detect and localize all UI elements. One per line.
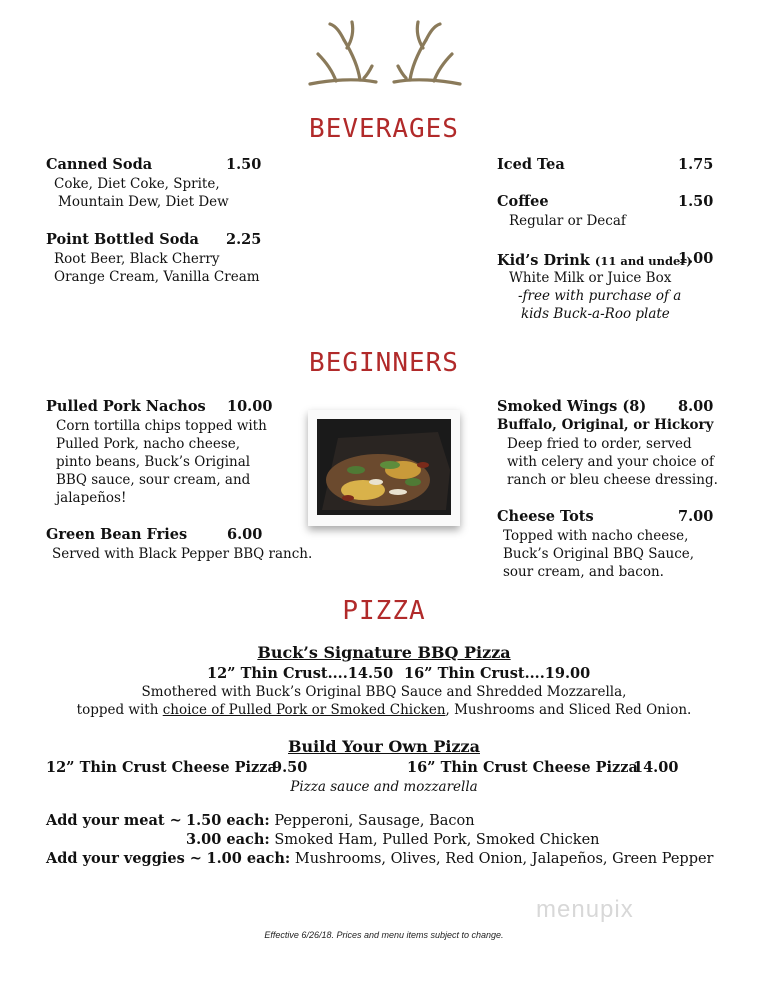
- build-sauce-note: Pizza sauce and mozzarella: [290, 779, 478, 795]
- meat-1-items: Pepperoni, Sausage, Bacon: [274, 813, 475, 829]
- canned-soda-price: 1.50: [226, 156, 262, 173]
- tots-desc-1: Topped with nacho cheese,: [503, 528, 689, 544]
- iced-tea-name: Iced Tea: [497, 156, 565, 173]
- build-16-label: 16” Thin Crust Cheese Pizza: [407, 759, 638, 776]
- nachos-desc-5: jalapeños!: [56, 490, 127, 506]
- kids-drink-name: Kid’s Drink: [497, 252, 590, 269]
- iced-tea-price: 1.75: [678, 156, 714, 173]
- add-veggies-label: Add your veggies ~: [46, 850, 202, 867]
- wings-name: Smoked Wings (8): [497, 398, 647, 415]
- tots-desc-3: sour cream, and bacon.: [503, 564, 664, 580]
- menupix-watermark: menupix: [536, 896, 634, 923]
- nachos-price: 10.00: [227, 398, 273, 415]
- wings-price: 8.00: [678, 398, 714, 415]
- beginners-title: BEGINNERS: [309, 348, 459, 378]
- tots-price: 7.00: [678, 508, 714, 525]
- veggie-items: Mushrooms, Olives, Red Onion, Jalapeños, Green Pepper: [294, 851, 714, 867]
- build-pizza-heading: Build Your Own Pizza: [288, 737, 480, 756]
- nachos-desc-4: BBQ sauce, sour cream, and: [56, 472, 251, 488]
- signature-desc-1: Smothered with Buck’s Original BBQ Sauce and Shredded Mozzarella,: [141, 684, 627, 700]
- coffee-desc: Regular or Decaf: [509, 213, 626, 229]
- point-soda-price: 2.25: [226, 231, 262, 248]
- green-bean-price: 6.00: [227, 526, 263, 543]
- kids-drink-heading: [497, 250, 692, 269]
- tots-desc-2: Buck’s Original BBQ Sauce,: [503, 546, 695, 562]
- nachos-photo-image: [308, 410, 460, 526]
- nachos-desc-3: pinto beans, Buck’s Original: [56, 454, 251, 470]
- nachos-photo: [308, 410, 460, 526]
- signature-choice: choice of Pulled Pork or Smoked Chicken: [162, 702, 446, 718]
- meat-2-price: 3.00 each:: [186, 831, 270, 848]
- antlers-logo: [300, 18, 470, 90]
- kids-drink-desc-2: -free with purchase of a: [518, 288, 682, 304]
- point-soda-name: Point Bottled Soda: [46, 231, 199, 248]
- signature-16-price: 16” Thin Crust....19.00: [404, 665, 591, 682]
- point-soda-desc-1: Root Beer, Black Cherry: [54, 251, 220, 267]
- signature-desc-2: [0, 701, 768, 720]
- nachos-name: Pulled Pork Nachos: [46, 398, 206, 415]
- signature-pizza-heading: Buck’s Signature BBQ Pizza: [257, 643, 511, 662]
- canned-soda-desc-2: Mountain Dew, Diet Dew: [58, 194, 229, 210]
- beverages-title: BEVERAGES: [309, 114, 459, 144]
- build-12-label: 12” Thin Crust Cheese Pizza: [46, 759, 277, 776]
- nachos-desc-1: Corn tortilla chips topped with: [56, 418, 267, 434]
- wings-desc-3: ranch or bleu cheese dressing.: [507, 472, 718, 488]
- meat-row-2: [186, 831, 600, 848]
- nachos-desc-2: Pulled Pork, nacho cheese,: [56, 436, 241, 452]
- canned-soda-desc-1: Coke, Diet Coke, Sprite,: [54, 176, 220, 192]
- pizza-title: PIZZA: [342, 596, 426, 626]
- meat-row-1: [186, 812, 475, 829]
- canned-soda-name: Canned Soda: [46, 156, 153, 173]
- signature-desc-2-pre: topped with: [76, 702, 163, 718]
- wings-sauces: Buffalo, Original, or Hickory: [497, 417, 714, 433]
- green-bean-name: Green Bean Fries: [46, 526, 188, 543]
- footer-note: Effective 6/26/18. Prices and menu items subject to change.: [264, 930, 504, 940]
- signature-desc-2-post: , Mushrooms and Sliced Red Onion.: [445, 702, 692, 718]
- wings-desc-1: Deep fried to order, served: [507, 436, 692, 452]
- kids-drink-price: 1.00: [678, 250, 714, 267]
- meat-1-price: 1.50 each:: [186, 812, 270, 829]
- build-12-price: 9.50: [272, 759, 308, 776]
- kids-drink-desc-3: kids Buck-a-Roo plate: [521, 306, 670, 322]
- coffee-price: 1.50: [678, 193, 714, 210]
- point-soda-desc-2: Orange Cream, Vanilla Cream: [54, 269, 260, 285]
- coffee-name: Coffee: [497, 193, 549, 210]
- kids-drink-desc-1: White Milk or Juice Box: [509, 270, 672, 286]
- signature-12-price: 12” Thin Crust....14.50: [207, 665, 394, 682]
- wings-desc-2: with celery and your choice of: [507, 454, 715, 470]
- add-meat-label: Add your meat ~: [46, 812, 182, 829]
- meat-2-items: Smoked Ham, Pulled Pork, Smoked Chicken: [274, 832, 600, 848]
- kids-drink-qualifier: (11 and under): [594, 254, 692, 268]
- veggie-row: [46, 850, 714, 867]
- veggie-price: 1.00 each:: [206, 850, 291, 867]
- build-16-price: 14.00: [633, 759, 679, 776]
- tots-name: Cheese Tots: [497, 508, 594, 525]
- green-bean-desc: Served with Black Pepper BBQ ranch.: [52, 546, 313, 562]
